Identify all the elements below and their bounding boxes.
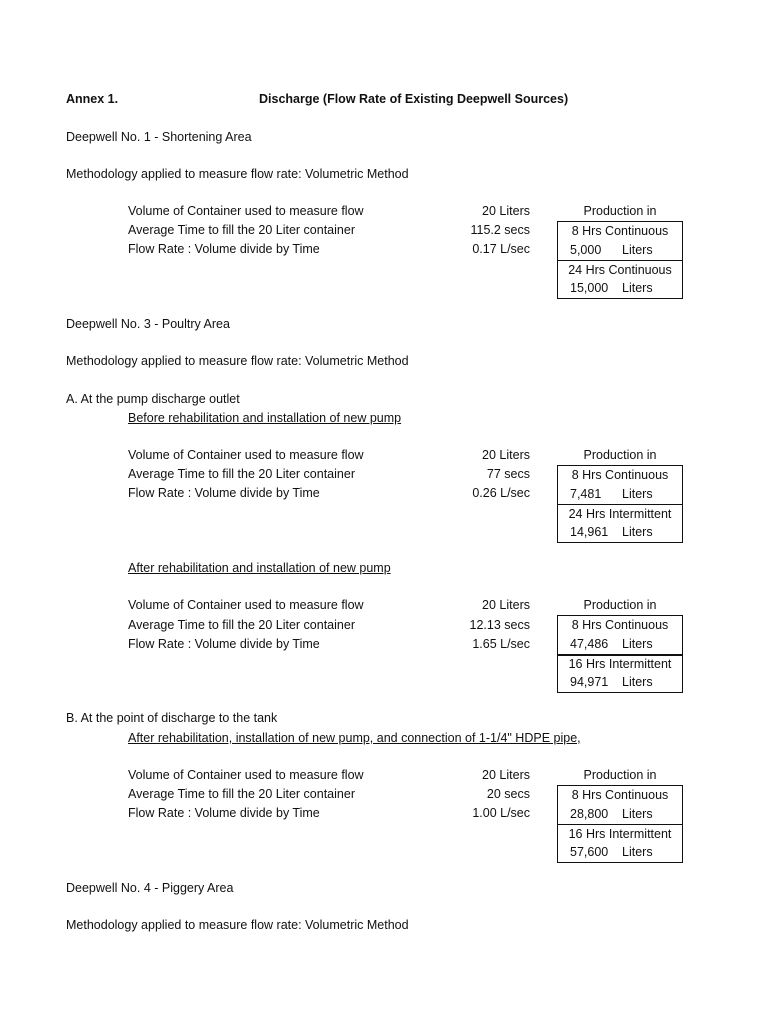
- deepwell-3-method: Methodology applied to measure flow rate: Volumetric Method: [66, 354, 409, 368]
- production-period-24h: 24 Hrs Intermittent: [568, 507, 672, 521]
- volume-label: Volume of Container used to measure flow: [128, 448, 364, 462]
- volume-value: 20 Liters: [482, 768, 530, 782]
- tank-connection-heading: After rehabilitation, installation of new pump, and connection of 1-1/4" HDPE pipe,: [128, 731, 581, 745]
- deepwell-1-title: Deepwell No. 1 - Shortening Area: [66, 130, 252, 144]
- volume-value: 20 Liters: [482, 448, 530, 462]
- flow-rate-value: 1.65 L/sec: [472, 637, 530, 651]
- liters-unit: Liters: [622, 675, 653, 689]
- page-title: Discharge (Flow Rate of Existing Deepwell Sources): [259, 92, 569, 106]
- avg-time-value: 20 secs: [486, 787, 530, 801]
- flow-rate-value: 1.00 L/sec: [472, 806, 530, 820]
- liters-unit: Liters: [622, 807, 653, 821]
- avg-time-label: Average Time to fill the 20 Liter container: [128, 223, 355, 237]
- after-rehab-heading: After rehabilitation and installation of new pump: [128, 561, 391, 575]
- deepwell-4-title: Deepwell No. 4 - Piggery Area: [66, 881, 234, 895]
- production-period-8h: 8 Hrs Continuous: [571, 788, 669, 802]
- production-period-8h: 8 Hrs Continuous: [571, 224, 669, 238]
- production-row-8h: [558, 805, 682, 824]
- flow-rate-label: Flow Rate : Volume divide by Time: [128, 637, 320, 651]
- production-box: [557, 785, 683, 863]
- production-box: [557, 221, 683, 299]
- liters-unit: Liters: [622, 281, 653, 295]
- liters-unit: Liters: [622, 637, 653, 651]
- section-b-heading: B. At the point of discharge to the tank: [66, 711, 278, 725]
- production-in-label: Production in: [583, 768, 657, 782]
- flow-rate-label: Flow Rate : Volume divide by Time: [128, 486, 320, 500]
- production-value: 57,600: [570, 845, 609, 859]
- production-period-16h: 16 Hrs Intermittent: [568, 657, 672, 671]
- production-row-8h: [558, 241, 682, 260]
- volume-label: Volume of Container used to measure flow: [128, 768, 364, 782]
- production-value: 15,000: [570, 281, 609, 295]
- production-value: 94,971: [570, 675, 609, 689]
- avg-time-value: 77 secs: [486, 467, 530, 481]
- annex-label: Annex 1.: [66, 92, 119, 106]
- section-a-heading: A. At the pump discharge outlet: [66, 392, 240, 406]
- avg-time-label: Average Time to fill the 20 Liter container: [128, 618, 355, 632]
- liters-unit: Liters: [622, 525, 653, 539]
- production-box: [557, 615, 683, 693]
- flow-rate-label: Flow Rate : Volume divide by Time: [128, 806, 320, 820]
- avg-time-label: Average Time to fill the 20 Liter container: [128, 787, 355, 801]
- production-value: 7,481: [570, 487, 602, 501]
- production-in-label: Production in: [583, 204, 657, 218]
- avg-time-value: 115.2 secs: [470, 223, 530, 237]
- deepwell-4-method: Methodology applied to measure flow rate: Volumetric Method: [66, 918, 409, 932]
- production-row-16h: [558, 843, 682, 862]
- production-row-8h: [558, 485, 682, 504]
- production-row-24h: [558, 523, 682, 542]
- production-period-8h: 8 Hrs Continuous: [571, 618, 669, 632]
- liters-unit: Liters: [622, 243, 653, 257]
- volume-label: Volume of Container used to measure flow: [128, 204, 364, 218]
- production-period-16h: 16 Hrs Intermittent: [568, 827, 672, 841]
- production-value: 5,000: [570, 243, 602, 257]
- volume-label: Volume of Container used to measure flow: [128, 598, 364, 612]
- volume-value: 20 Liters: [482, 598, 530, 612]
- deepwell-3-title: Deepwell No. 3 - Poultry Area: [66, 317, 230, 331]
- production-row-8h: [558, 635, 682, 654]
- production-in-label: Production in: [583, 448, 657, 462]
- production-box: [557, 465, 683, 543]
- production-period-24h: 24 Hrs Continuous: [568, 263, 672, 277]
- production-row-16h: [558, 673, 682, 692]
- liters-unit: Liters: [622, 845, 653, 859]
- flow-rate-value: 0.26 L/sec: [472, 486, 530, 500]
- avg-time-label: Average Time to fill the 20 Liter container: [128, 467, 355, 481]
- deepwell-1-method: Methodology applied to measure flow rate: Volumetric Method: [66, 167, 409, 181]
- avg-time-value: 12.13 secs: [469, 618, 530, 632]
- before-rehab-heading: Before rehabilitation and installation of new pump: [128, 411, 402, 425]
- volume-value: 20 Liters: [482, 204, 530, 218]
- production-value: 47,486: [570, 637, 609, 651]
- production-in-label: Production in: [583, 598, 657, 612]
- production-row-24h: [558, 279, 682, 298]
- flow-rate-value: 0.17 L/sec: [472, 242, 530, 256]
- liters-unit: Liters: [622, 487, 653, 501]
- flow-rate-label: Flow Rate : Volume divide by Time: [128, 242, 320, 256]
- production-value: 28,800: [570, 807, 609, 821]
- production-value: 14,961: [570, 525, 609, 539]
- production-period-8h: 8 Hrs Continuous: [571, 468, 669, 482]
